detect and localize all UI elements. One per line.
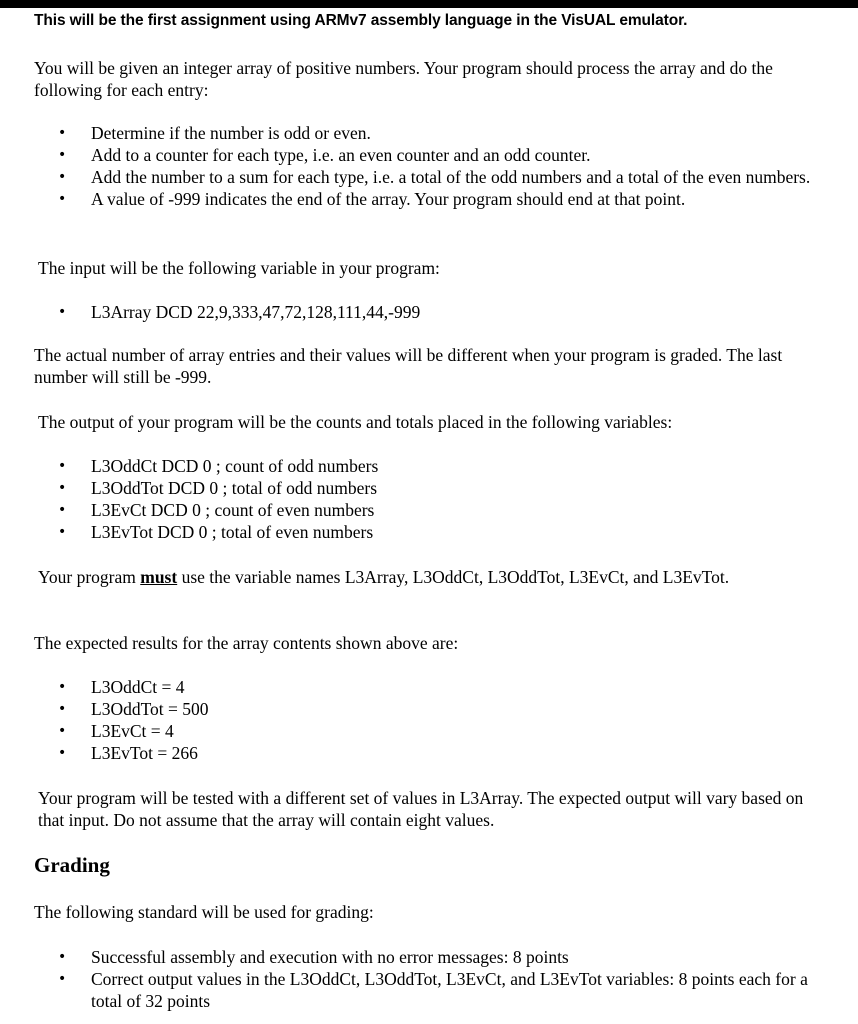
intro-paragraph: You will be given an integer array of positive numbers. Your program should process the array and do the following for each entry: [34,58,773,100]
steps-list [58,122,818,210]
list-item: • Add the number to a sum for each type, i.e. a total of the odd numbers and a total of the even numbers. [58,166,818,188]
input-list [58,301,818,323]
assignment-heading: This will be the first assignment using ARMv7 assembly language in the VisUAL emulator. [34,12,688,29]
test-note: Your program will be tested with a different set of values in L3Array. The expected output will vary based on that input. Do not assume that the array will contain eight values. [38,788,804,830]
list-item: • L3OddCt = 4 [58,676,818,698]
grading-intro: The following standard will be used for grading: [34,902,374,922]
output-intro: The output of your program will be the counts and totals placed in the following variables: [38,412,673,432]
list-item: • L3EvCt DCD 0 ; count of even numbers [58,499,818,521]
list-item: • Determine if the number is odd or even. [58,122,818,144]
list-item: • Successful assembly and execution with no error messages: 8 points [58,946,818,968]
output-list [58,455,818,543]
list-item: • A value of -999 indicates the end of the array. Your program should end at that point. [58,188,818,210]
input-intro: The input will be the following variable in your program: [38,258,440,278]
list-item: • L3EvTot = 266 [58,742,818,764]
list-item: • L3EvCt = 4 [58,720,818,742]
must-prefix: Your program [38,567,141,587]
expected-list [58,676,818,764]
top-border [0,0,858,8]
list-item: • Add to a counter for each type, i.e. an even counter and an odd counter. [58,144,818,166]
list-item: • L3OddTot = 500 [58,698,818,720]
must-emphasis: must [140,567,178,587]
expected-intro: The expected results for the array contents shown above are: [34,633,459,653]
list-item: • L3EvTot DCD 0 ; total of even numbers [58,521,818,543]
list-item: • L3OddTot DCD 0 ; total of odd numbers [58,477,818,499]
grading-list [58,946,818,1012]
list-item: • L3Array DCD 22,9,333,47,72,128,111,44,-999 [58,301,818,323]
grading-variation-note: The actual number of array entries and their values will be different when your program is graded. The last number will still be -999. [34,345,783,387]
grading-title: Grading [34,853,110,877]
list-item: • Correct output values in the L3OddCt, L3OddTot, L3EvCt, and L3EvTot variables: 8 points each for a total of 32 points [58,968,818,1012]
must-suffix: use the variable names L3Array, L3OddCt, L3OddTot, L3EvCt, and L3EvTot. [177,567,730,587]
must-note [34,566,828,588]
list-item: • L3OddCt DCD 0 ; count of odd numbers [58,455,818,477]
